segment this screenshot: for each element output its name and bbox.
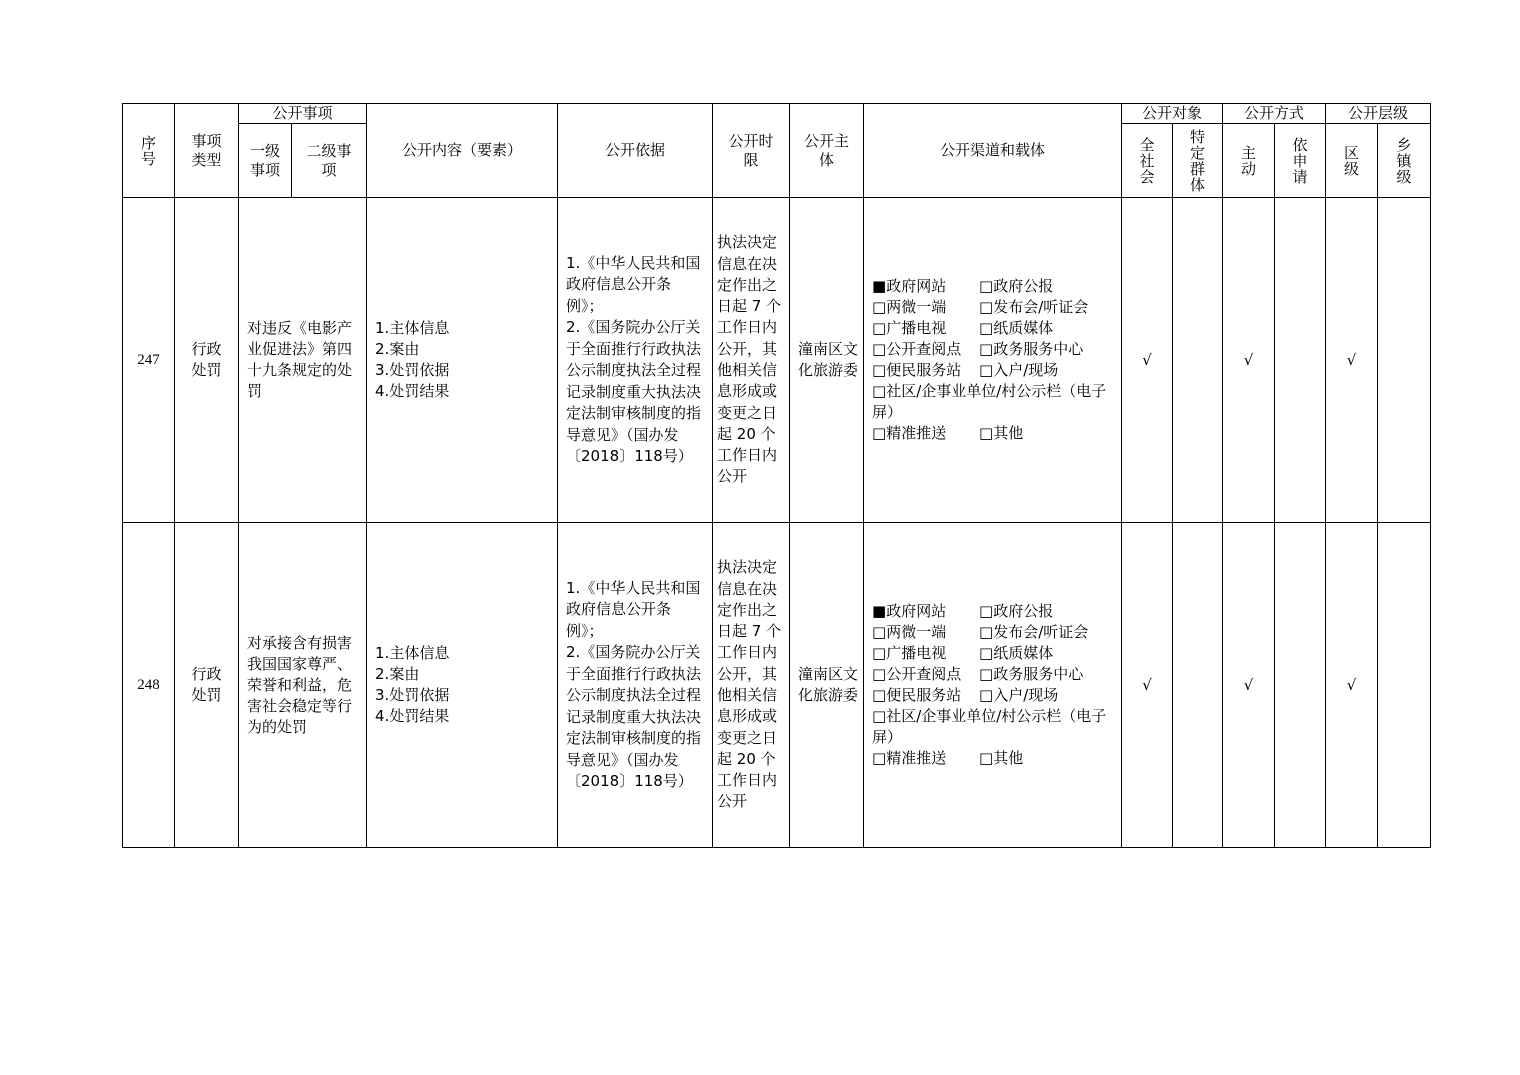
check-tier-district: √ [1326, 523, 1378, 848]
channel-option: □便民服务站 [872, 361, 962, 379]
channel-option: □广播电视 [872, 644, 947, 662]
header-channel: 公开渠道和载体 [864, 104, 1122, 198]
content-line: 4.处罚结果 [375, 382, 450, 400]
check-method-request [1275, 198, 1326, 523]
check-tier-district: √ [1326, 198, 1378, 523]
channel-option: □政务服务中心 [979, 340, 1084, 358]
channel-option: □社区/企事业单位/村公示栏（电子屏） [872, 382, 1107, 421]
channel-option: □社区/企事业单位/村公示栏（电子屏） [872, 707, 1107, 746]
basis-line: 1.《中华人民共和国政府信息公开条例》； [566, 578, 701, 640]
row-subject: 潼南区文化旅游委 [790, 523, 864, 848]
header-target: 公开对象 [1122, 104, 1223, 124]
content-line: 3.处罚依据 [375, 361, 450, 379]
channel-option: □入户/现场 [979, 361, 1059, 379]
header-target-all: 全社会 [1122, 124, 1173, 198]
channel-option: □便民服务站 [872, 686, 962, 704]
channel-option: □公开查阅点 [872, 665, 962, 683]
check-target-specific [1173, 198, 1223, 523]
basis-line: 2.《国务院办公厅关于全面推行行政执法公示制度执法全过程记录制度重大执法决定法制审核制度的指导意见》（国办发〔2018〕118号） [566, 318, 702, 465]
row-serial: 247 [123, 198, 175, 523]
content-line: 1.主体信息 [375, 644, 450, 662]
header-tier-town: 乡镇级 [1378, 124, 1431, 198]
header-level1: 一级事项 [239, 124, 292, 198]
channel-option: □发布会/听证会 [979, 298, 1089, 316]
header-method-request: 依申请 [1275, 124, 1326, 198]
check-method-active: √ [1223, 198, 1275, 523]
header-serial: 序号 [123, 104, 175, 198]
check-method-active: √ [1223, 523, 1275, 848]
check-target-all: √ [1122, 198, 1173, 523]
header-content: 公开内容（要素） [367, 104, 558, 198]
row-serial: 248 [123, 523, 175, 848]
header-subject: 公开主体 [790, 104, 864, 198]
disclosure-table [122, 103, 1431, 848]
header-tier: 公开层级 [1326, 104, 1431, 124]
header-type: 事项类型 [175, 104, 239, 198]
row-channels [864, 523, 1122, 848]
header-method-active: 主动 [1223, 124, 1275, 198]
row-channels [864, 198, 1122, 523]
row-basis [558, 523, 713, 848]
header-period: 公开时限 [713, 104, 790, 198]
content-line: 2.案由 [375, 340, 420, 358]
channel-option: □其他 [979, 424, 1024, 442]
content-line: 2.案由 [375, 665, 420, 683]
content-line: 3.处罚依据 [375, 686, 450, 704]
channel-option: □政府公报 [979, 277, 1054, 295]
basis-line: 2.《国务院办公厅关于全面推行行政执法公示制度执法全过程记录制度重大执法决定法制审核制度的指导意见》（国办发〔2018〕118号） [566, 643, 702, 790]
row-basis [558, 198, 713, 523]
table-row [123, 523, 1431, 848]
basis-line: 1.《中华人民共和国政府信息公开条例》； [566, 253, 701, 315]
row-type: 行政处罚 [175, 198, 239, 523]
channel-option: □入户/现场 [979, 686, 1059, 704]
header-basis: 公开依据 [558, 104, 713, 198]
row-subject: 潼南区文化旅游委 [790, 198, 864, 523]
content-line: 1.主体信息 [375, 319, 450, 337]
row-item: 对违反《电影产业促进法》第四十九条规定的处罚 [239, 198, 367, 523]
channel-option: ■政府网站 [872, 277, 947, 295]
check-tier-town [1378, 198, 1431, 523]
header-method: 公开方式 [1223, 104, 1326, 124]
channel-option: □公开查阅点 [872, 340, 962, 358]
channel-option: ■政府网站 [872, 602, 947, 620]
channel-option: □精准推送 [872, 749, 947, 767]
header-tier-district: 区级 [1326, 124, 1378, 198]
channel-option: □两微一端 [872, 623, 947, 641]
row-period: 执法决定信息在决定作出之日起 7 个工作日内公开，其他相关信息形成或变更之日起 20 个工作日内公开 [713, 198, 790, 523]
row-type: 行政处罚 [175, 523, 239, 848]
check-target-all: √ [1122, 523, 1173, 848]
header-public-items: 公开事项 [239, 104, 367, 124]
table-row [123, 198, 1431, 523]
channel-option: □政府公报 [979, 602, 1054, 620]
channel-option: □广播电视 [872, 319, 947, 337]
check-method-request [1275, 523, 1326, 848]
channel-option: □纸质媒体 [979, 319, 1054, 337]
content-line: 4.处罚结果 [375, 707, 450, 725]
channel-option: □发布会/听证会 [979, 623, 1089, 641]
header-level2: 二级事项 [292, 124, 367, 198]
channel-option: □政务服务中心 [979, 665, 1084, 683]
channel-option: □纸质媒体 [979, 644, 1054, 662]
channel-option: □两微一端 [872, 298, 947, 316]
row-content [367, 523, 558, 848]
channel-option: □其他 [979, 749, 1024, 767]
row-period: 执法决定信息在决定作出之日起 7 个工作日内公开，其他相关信息形成或变更之日起 20 个工作日内公开 [713, 523, 790, 848]
row-content [367, 198, 558, 523]
channel-option: □精准推送 [872, 424, 947, 442]
row-item: 对承接含有损害我国国家尊严、荣誉和利益，危害社会稳定等行为的处罚 [239, 523, 367, 848]
header-target-specific: 特定群体 [1173, 124, 1223, 198]
check-target-specific [1173, 523, 1223, 848]
check-tier-town [1378, 523, 1431, 848]
